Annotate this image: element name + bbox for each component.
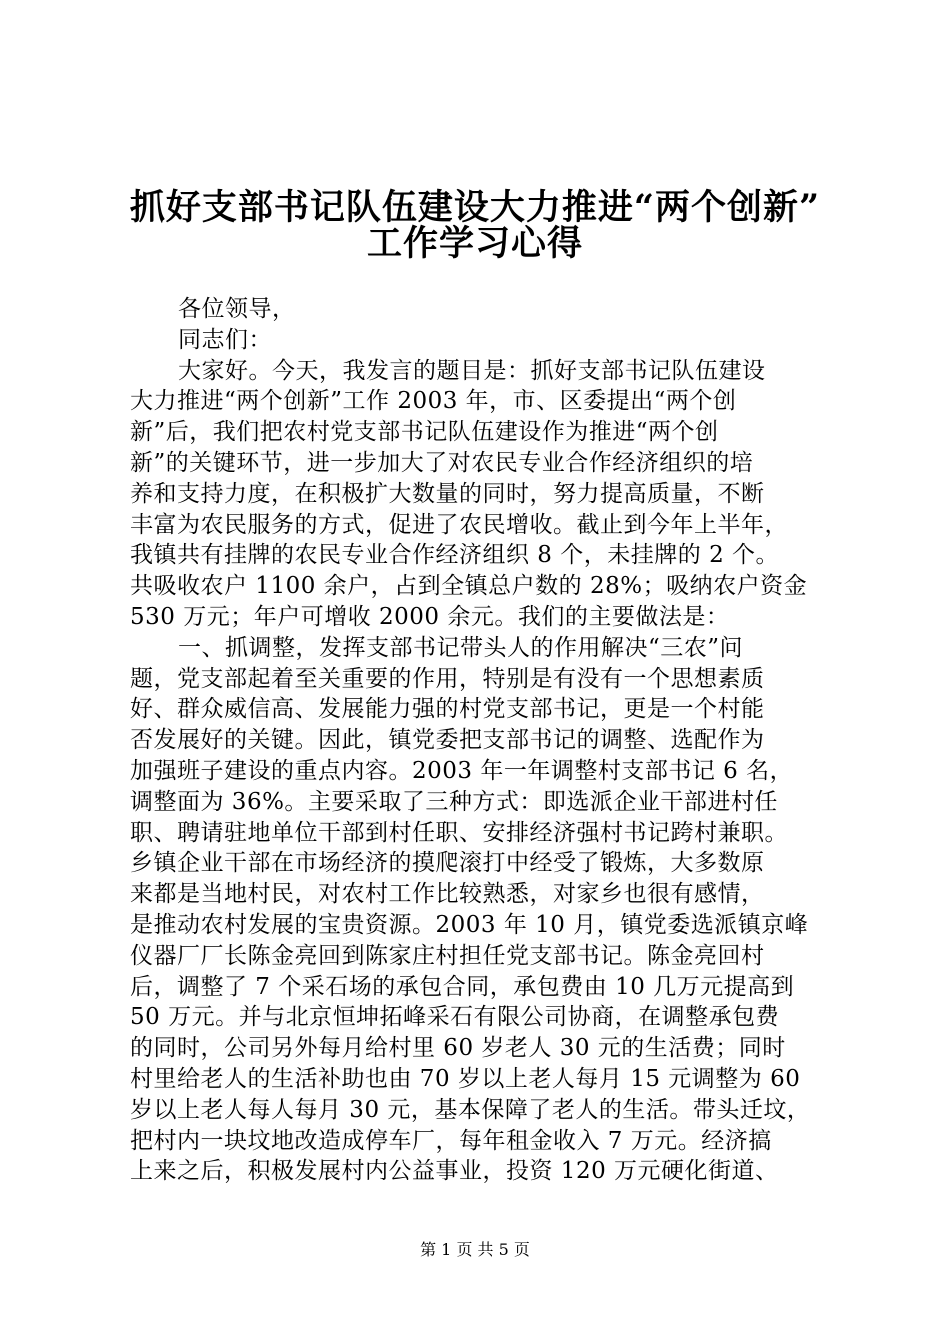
paragraph-line: 村里给老人的生活补助也由 70 岁以上老人每月 15 元调整为 60 <box>130 1065 801 1092</box>
paragraph-line: 大力推进“两个创新”工作 2003 年，市、区委提出“两个创 <box>130 388 737 415</box>
paragraph-line: 丰富为农民服务的方式，促进了农民增收。截止到今年上半年， <box>130 511 788 538</box>
paragraph-line: 养和支持力度，在积极扩大数量的同时，努力提高质量，不断 <box>130 480 765 507</box>
paragraph-line: 加强班子建设的重点内容。2003 年一年调整村支部书记 6 名， <box>130 757 794 784</box>
paragraph-line: 我镇共有挂牌的农民专业合作经济组织 8 个，未挂牌的 2 个。 <box>130 542 780 569</box>
paragraph-line: 仪器厂厂长陈金亮回到陈家庄村担任党支部书记。陈金亮回村 <box>130 942 765 969</box>
paragraph-line: 把村内一块坟地改造成停车厂，每年租金收入 7 万元。经济搞 <box>130 1127 772 1154</box>
paragraph-line: 否发展好的关键。因此，镇党委把支部书记的调整、选配作为 <box>130 727 765 754</box>
paragraph-line: 好、群众威信高、发展能力强的村党支部书记，更是一个村能 <box>130 696 765 723</box>
paragraph-line: 乡镇企业干部在市场经济的摸爬滚打中经受了锻炼，大多数原 <box>130 850 765 877</box>
salutation-line: 同志们： <box>178 326 272 353</box>
paragraph-line: 岁以上老人每人每月 30 元，基本保障了老人的生活。带头迁坟， <box>130 1096 811 1123</box>
paragraph-line: 后，调整了 7 个采石场的承包合同，承包费由 10 几万元提高到 <box>130 973 795 1000</box>
paragraph-line: 一、抓调整，发挥支部书记带头人的作用解决“三农”问 <box>178 634 744 661</box>
paragraph-line: 调整面为 36%。主要采取了三种方式：即选派企业干部进村任 <box>130 788 778 815</box>
paragraph-line: 是推动农村发展的宝贵资源。2003 年 10 月，镇党委选派镇京峰 <box>130 911 809 938</box>
paragraph-line: 题，党支部起着至关重要的作用，特别是有没有一个思想素质 <box>130 665 765 692</box>
page-number-footer: 第 1 页 共 5 页 <box>420 1240 530 1259</box>
document-body <box>130 294 830 1187</box>
paragraph-line: 50 万元。并与北京恒坤拓峰采石有限公司协商，在调整承包费 <box>130 1004 780 1031</box>
paragraph-line: 上来之后，积极发展村内公益事业，投资 120 万元硬化街道、 <box>130 1158 779 1185</box>
paragraph-line: 大家好。今天，我发言的题目是：抓好支部书记队伍建设 <box>178 357 766 384</box>
document-title-line-2: 工作学习心得 <box>366 223 583 264</box>
salutation-line: 各位领导， <box>178 296 296 322</box>
paragraph-line: 新”后，我们把农村党支部书记队伍建设作为推进“两个创 <box>130 419 719 446</box>
paragraph-line: 530 万元；年户可增收 2000 余元。我们的主要做法是： <box>130 603 730 630</box>
paragraph-line: 共吸收农户 1100 余户，占到全镇总户数的 28%；吸纳农户资金 <box>130 573 808 600</box>
document-title-line-1: 抓好支部书记队伍建设大力推进“两个创新” <box>129 187 821 228</box>
paragraph-line: 新”的关键环节，进一步加大了对农民专业合作经济组织的培 <box>130 449 754 476</box>
paragraph-line: 来都是当地村民，对农村工作比较熟悉，对家乡也很有感情， <box>130 881 765 908</box>
paragraph-line: 的同时，公司另外每月给村里 60 岁老人 30 元的生活费；同时 <box>130 1035 786 1062</box>
paragraph-line: 职、聘请驻地单位干部到村任职、安排经济强村书记跨村兼职。 <box>130 819 788 846</box>
